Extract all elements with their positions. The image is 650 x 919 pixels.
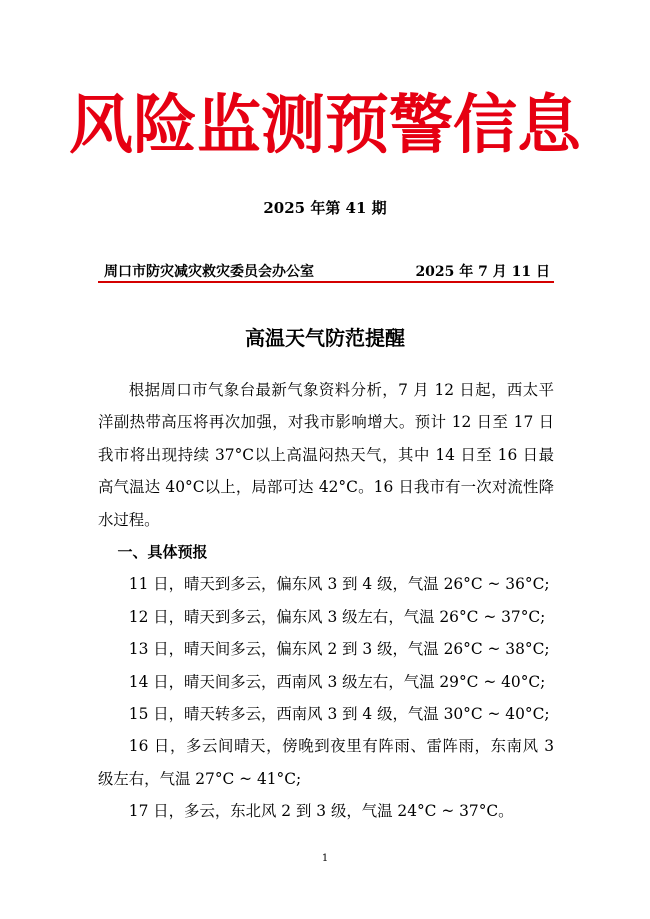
document-title: 高温天气防范提醒 bbox=[245, 326, 405, 350]
forecast-day-16: 16 日，多云间晴天，傍晚到夜里有阵雨、雷阵雨，东南风 3 级左右，气温 27°C ~ 41°C; bbox=[98, 737, 554, 788]
issuer-name: 周口市防灾减灾救灾委员会办公室 bbox=[104, 264, 314, 280]
forecast-day-12: 12 日，晴天到多云，偏东风 3 级左右，气温 26°C ~ 37°C; bbox=[128, 607, 546, 626]
forecast-day-17: 17 日，多云，东北风 2 到 3 级，气温 24°C ~ 37°C。 bbox=[128, 802, 514, 821]
forecast-day-11: 11 日，晴天到多云，偏东风 3 到 4 级，气温 26°C ~ 36°C; bbox=[128, 575, 550, 594]
forecast-day-15: 15 日，晴天转多云，西南风 3 到 4 级，气温 30°C ~ 40°C; bbox=[128, 705, 550, 724]
issuer-line bbox=[104, 261, 552, 283]
intro-paragraph: 根据周口市气象台最新气象资料分析，7 月 12 日起，西太平洋副热带高压将再次加强，对我市影响增大。预计 12 日至 17 日我市将出现持续 37°C以上高温闷热天气，其中 14 日至 16 日最高气温达 40°C以上，局部可达 42°C。16 日我市有一次对流性降水过程。 bbox=[98, 381, 554, 529]
document-body bbox=[98, 374, 554, 828]
issue-number: 2025 年第 41 期 bbox=[263, 199, 387, 217]
page-number: 1 bbox=[321, 853, 329, 864]
issue-date: 2025 年 7 月 11 日 bbox=[415, 264, 550, 280]
forecast-day-14: 14 日，晴天间多云，西南风 3 级左右，气温 29°C ~ 40°C; bbox=[128, 672, 546, 691]
forecast-day-13: 13 日，晴天间多云，偏东风 2 到 3 级，气温 26°C ~ 38°C; bbox=[128, 640, 550, 659]
masthead-title: 风险监测预警信息 bbox=[69, 88, 581, 163]
section-heading: 一、具体预报 bbox=[117, 543, 208, 562]
red-divider-rule bbox=[98, 281, 554, 283]
